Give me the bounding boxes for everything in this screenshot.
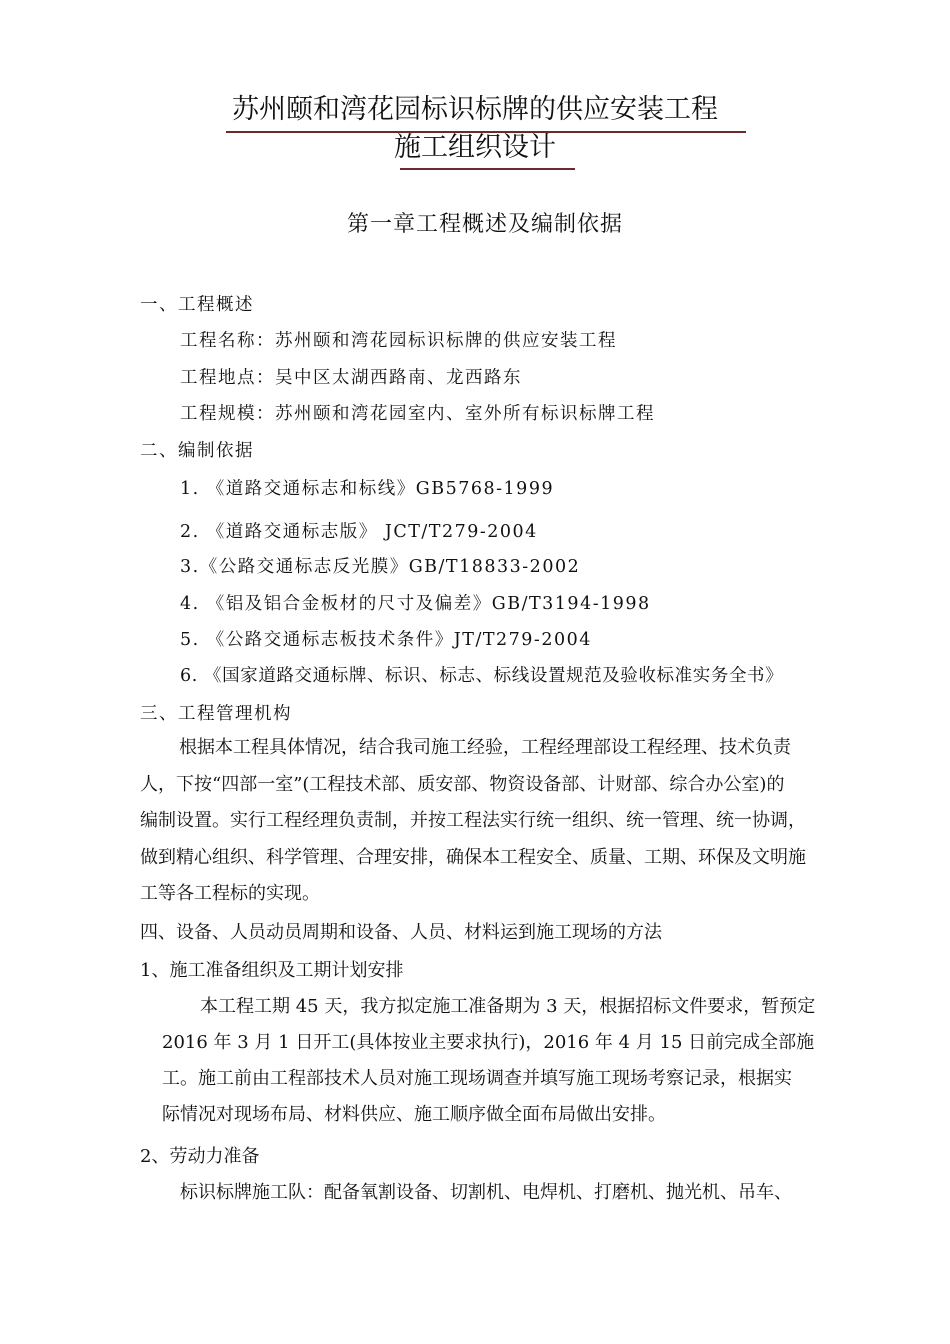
reference-item: 2. 《道路交通标志版》 JCT/T279-2004 [180, 522, 538, 542]
subsection-heading-schedule: 1、施工准备组织及工期计划安排 [140, 960, 404, 981]
paragraph-line: 根据本工程具体情况，结合我司施工经验，工程经理部设工程经理、技术负责 [179, 737, 791, 758]
section-heading-management: 三、工程管理机构 [140, 704, 292, 724]
labor-paragraph: 标识标牌施工队：配备氧割设备、切割机、电焊机、打磨机、抛光机、吊车、 [180, 1182, 792, 1203]
reference-item: 5. 《公路交通标志板技术条件》JT/T279-2004 [180, 630, 592, 650]
subsection-heading-labor: 2、劳动力准备 [140, 1146, 260, 1167]
project-name: 工程名称：苏州颐和湾花园标识标牌的供应安装工程 [180, 331, 617, 351]
subtitle-underline [400, 168, 575, 170]
paragraph-line: 编制设置。实行工程经理负责制，并按工程法实行统一组织、统一管理、统一协调， [140, 810, 806, 831]
chapter-heading: 第一章工程概述及编制依据 [346, 212, 623, 237]
paragraph-line: 做到精心组织、科学管理、合理安排，确保本工程安全、质量、工期、环保及文明施 [140, 846, 806, 868]
document-title-line2: 施工组织设计 [394, 132, 556, 163]
management-paragraph [140, 730, 806, 913]
paragraph-line: 人，下按“四部一室”(工程技术部、质安部、物资设备部、计财部、综合办公室)的 [140, 773, 785, 795]
reference-item: 1. 《道路交通标志和标线》GB5768-1999 [180, 479, 555, 499]
paragraph-line: 2016 年 3 月 1 日开工(具体按业主要求执行)，2016 年 4 月 15 日前完成全部施 [162, 1032, 815, 1053]
document-title-line1: 苏州颐和湾花园标识标牌的供应安装工程 [232, 94, 718, 125]
paragraph-line: 际情况对现场布局、材料供应、施工顺序做全面布局做出安排。 [162, 1104, 666, 1125]
section-heading-basis: 二、编制依据 [140, 441, 254, 461]
reference-item: 4. 《铝及铝合金板材的尺寸及偏差》GB/T3194-1998 [180, 594, 651, 614]
paragraph-line: 工。施工前由工程部技术人员对施工现场调查并填写施工现场考察记录，根据实 [162, 1068, 792, 1089]
section-heading-mobilization: 四、设备、人员动员周期和设备、人员、材料运到施工现场的方法 [140, 922, 662, 943]
reference-item: 6. 《国家道路交通标牌、标识、标志、标线设置规范及验收标准实务全书》 [180, 666, 784, 686]
paragraph-line: 工等各工程标的实现。 [140, 883, 320, 904]
section-heading-overview: 一、工程概述 [140, 295, 254, 315]
project-scale: 工程规模：苏州颐和湾花园室内、室外所有标识标牌工程 [180, 404, 655, 424]
reference-item: 3.《公路交通标志反光膜》GB/T18833-2002 [180, 557, 581, 577]
schedule-paragraph [162, 989, 815, 1133]
project-location: 工程地点：吴中区太湖西路南、龙西路东 [180, 368, 522, 388]
paragraph-line: 本工程工期 45 天，我方拟定施工准备期为 3 天，根据招标文件要求，暂预定 [200, 996, 816, 1017]
